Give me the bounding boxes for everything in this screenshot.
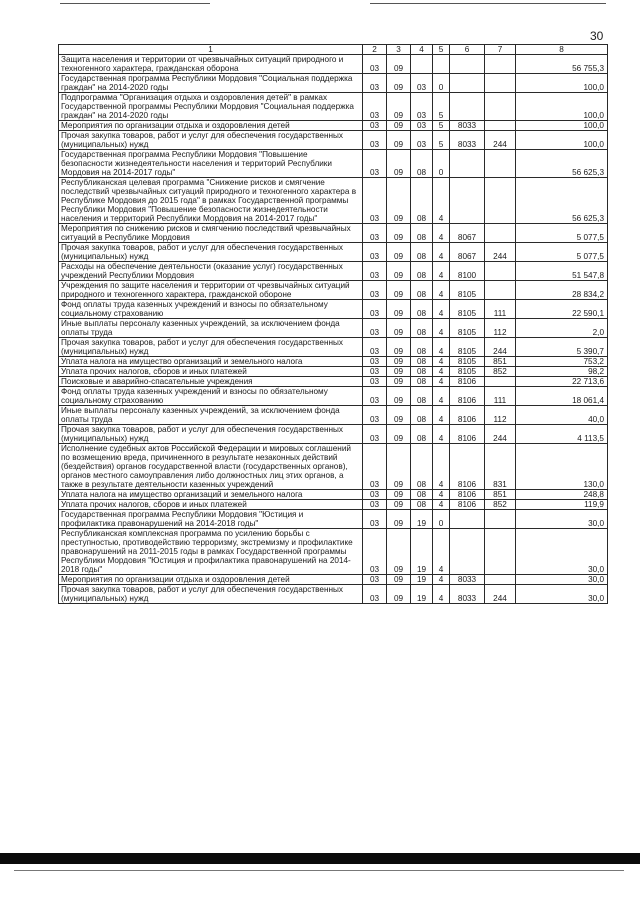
subsection-code: 09 [387, 224, 411, 243]
program-code: 03 [411, 74, 433, 93]
subprogram-code: 4 [433, 387, 450, 406]
expense-type-code [485, 150, 516, 178]
subsection-code: 09 [387, 93, 411, 121]
subsection-code: 09 [387, 490, 411, 500]
row-description: Государственная программа Республики Мордовия "Социальная поддержка граждан" на 2014-2020 годы [59, 74, 363, 93]
row-description: Прочая закупка товаров, работ и услуг для обеспечения государственных (муниципальных) нужд [59, 243, 363, 262]
page-number: 30 [590, 29, 604, 43]
program-code: 08 [411, 281, 433, 300]
expense-type-code: 112 [485, 406, 516, 425]
program-code: 19 [411, 575, 433, 585]
expense-type-code [485, 575, 516, 585]
program-code: 08 [411, 338, 433, 357]
subsection-code: 09 [387, 319, 411, 338]
amount-cell: 30,0 [516, 575, 608, 585]
amount-cell: 56 755,3 [516, 55, 608, 74]
target-article-code [450, 529, 485, 575]
row-description: Защита населения и территории от чрезвычайных ситуаций природного и техногенного характера, гражданская оборона [59, 55, 363, 74]
program-code: 08 [411, 387, 433, 406]
subsection-code: 09 [387, 150, 411, 178]
table-row [59, 319, 608, 338]
column-header: 5 [433, 45, 450, 55]
section-code: 03 [363, 357, 387, 367]
table-row [59, 510, 608, 529]
table-row [59, 150, 608, 178]
row-description: Мероприятия по организации отдыха и оздоровления детей [59, 121, 363, 131]
table-row [59, 121, 608, 131]
subprogram-code: 4 [433, 243, 450, 262]
subprogram-code: 4 [433, 585, 450, 604]
target-article-code: 8100 [450, 262, 485, 281]
amount-cell: 100,0 [516, 131, 608, 150]
subsection-code: 09 [387, 500, 411, 510]
table-row [59, 93, 608, 121]
subprogram-code: 4 [433, 529, 450, 575]
subsection-code: 09 [387, 406, 411, 425]
row-description: Уплата прочих налогов, сборов и иных платежей [59, 500, 363, 510]
amount-cell: 100,0 [516, 121, 608, 131]
program-code: 08 [411, 406, 433, 425]
subprogram-code: 4 [433, 319, 450, 338]
expense-type-code: 244 [485, 585, 516, 604]
program-code: 19 [411, 585, 433, 604]
section-code: 03 [363, 121, 387, 131]
target-article-code: 8105 [450, 300, 485, 319]
target-article-code [450, 150, 485, 178]
subprogram-code: 0 [433, 74, 450, 93]
subprogram-code: 0 [433, 510, 450, 529]
column-header: 4 [411, 45, 433, 55]
table-row [59, 585, 608, 604]
row-description: Республиканская комплексная программа по усилению борьбы с преступностью, противодействию терроризму, экстремизму и профилактике правонарушений на 2011-2015 годы в рамках Государственной программы Республики Мордовия "Юстиция и профилактика правонарушений на 2014-2018 годы" [59, 529, 363, 575]
subsection-code: 09 [387, 121, 411, 131]
amount-cell: 22 590,1 [516, 300, 608, 319]
target-article-code: 8106 [450, 406, 485, 425]
column-header: 7 [485, 45, 516, 55]
subprogram-code: 5 [433, 121, 450, 131]
expense-type-code [485, 93, 516, 121]
table-row [59, 444, 608, 490]
subsection-code: 09 [387, 575, 411, 585]
table-row [59, 377, 608, 387]
section-code: 03 [363, 338, 387, 357]
program-code [411, 55, 433, 74]
table-row [59, 74, 608, 93]
row-description: Учреждения по защите населения и территории от чрезвычайных ситуаций природного и техногенного характера, гражданской обороне [59, 281, 363, 300]
expense-type-code [485, 262, 516, 281]
row-description: Фонд оплаты труда казенных учреждений и взносы по обязательному социальному страхованию [59, 387, 363, 406]
amount-cell: 56 625,3 [516, 178, 608, 224]
program-code: 08 [411, 367, 433, 377]
program-code: 08 [411, 243, 433, 262]
subsection-code: 09 [387, 377, 411, 387]
subprogram-code: 4 [433, 490, 450, 500]
section-code: 03 [363, 55, 387, 74]
target-article-code: 8106 [450, 377, 485, 387]
amount-cell: 753,2 [516, 357, 608, 367]
row-description: Уплата налога на имущество организаций и земельного налога [59, 490, 363, 500]
expense-type-code: 244 [485, 338, 516, 357]
program-code: 08 [411, 300, 433, 319]
section-code: 03 [363, 178, 387, 224]
subsection-code: 09 [387, 444, 411, 490]
subsection-code: 09 [387, 425, 411, 444]
section-code: 03 [363, 406, 387, 425]
target-article-code [450, 510, 485, 529]
section-code: 03 [363, 367, 387, 377]
section-code: 03 [363, 529, 387, 575]
section-code: 03 [363, 444, 387, 490]
program-code: 08 [411, 500, 433, 510]
subsection-code: 09 [387, 529, 411, 575]
section-code: 03 [363, 300, 387, 319]
subprogram-code: 4 [433, 377, 450, 387]
amount-cell: 51 547,8 [516, 262, 608, 281]
section-code: 03 [363, 500, 387, 510]
expense-type-code [485, 74, 516, 93]
expense-type-code: 244 [485, 131, 516, 150]
expense-type-code [485, 224, 516, 243]
section-code: 03 [363, 377, 387, 387]
table-row [59, 529, 608, 575]
section-code: 03 [363, 224, 387, 243]
row-description: Государственная программа Республики Мордовия "Повышение безопасности жизнедеятельности населения и территорий Республики Мордовия на 2014-2017 годы" [59, 150, 363, 178]
target-article-code: 8105 [450, 319, 485, 338]
subsection-code: 09 [387, 74, 411, 93]
table-row [59, 281, 608, 300]
target-article-code: 8106 [450, 425, 485, 444]
target-article-code: 8033 [450, 575, 485, 585]
subsection-code: 09 [387, 300, 411, 319]
table-row [59, 406, 608, 425]
amount-cell: 28 834,2 [516, 281, 608, 300]
program-code: 08 [411, 357, 433, 367]
subprogram-code: 4 [433, 575, 450, 585]
amount-cell: 4 113,5 [516, 425, 608, 444]
expense-type-code: 111 [485, 300, 516, 319]
program-code: 19 [411, 529, 433, 575]
target-article-code: 8033 [450, 131, 485, 150]
row-description: Мероприятия по снижению рисков и смягчению последствий чрезвычайных ситуаций в Республике Мордовия [59, 224, 363, 243]
program-code: 03 [411, 93, 433, 121]
program-code: 08 [411, 425, 433, 444]
table-row [59, 224, 608, 243]
subprogram-code: 4 [433, 300, 450, 319]
expense-type-code [485, 377, 516, 387]
amount-cell: 30,0 [516, 585, 608, 604]
expense-type-code: 111 [485, 387, 516, 406]
target-article-code: 8067 [450, 224, 485, 243]
row-description: Подпрограмма "Организация отдыха и оздоровления детей" в рамках Государственной программы Республики Мордовия "Социальная поддержка граждан" на 2014-2020 годы [59, 93, 363, 121]
amount-cell: 18 061,4 [516, 387, 608, 406]
table-row [59, 131, 608, 150]
table-row [59, 357, 608, 367]
section-code: 03 [363, 425, 387, 444]
row-description: Прочая закупка товаров, работ и услуг для обеспечения государственных (муниципальных) нужд [59, 585, 363, 604]
program-code: 08 [411, 262, 433, 281]
expense-type-code: 852 [485, 500, 516, 510]
program-code: 03 [411, 121, 433, 131]
table-row [59, 243, 608, 262]
table-row [59, 575, 608, 585]
subsection-code: 09 [387, 131, 411, 150]
target-article-code [450, 74, 485, 93]
subprogram-code: 4 [433, 178, 450, 224]
amount-cell: 119,9 [516, 500, 608, 510]
expense-type-code [485, 178, 516, 224]
amount-cell: 248,8 [516, 490, 608, 500]
amount-cell: 5 077,5 [516, 224, 608, 243]
target-article-code: 8105 [450, 338, 485, 357]
subprogram-code: 4 [433, 367, 450, 377]
section-code: 03 [363, 585, 387, 604]
subprogram-code: 4 [433, 224, 450, 243]
program-code: 08 [411, 319, 433, 338]
subprogram-code: 4 [433, 444, 450, 490]
subsection-code: 09 [387, 510, 411, 529]
target-article-code: 8067 [450, 243, 485, 262]
row-description: Иные выплаты персоналу казенных учреждений, за исключением фонда оплаты труда [59, 406, 363, 425]
expense-type-code: 852 [485, 367, 516, 377]
expense-type-code [485, 281, 516, 300]
amount-cell: 2,0 [516, 319, 608, 338]
program-code: 08 [411, 178, 433, 224]
column-header: 8 [516, 45, 608, 55]
subsection-code: 09 [387, 367, 411, 377]
expense-type-code: 831 [485, 444, 516, 490]
section-code: 03 [363, 243, 387, 262]
row-description: Государственная программа Республики Мордовия "Юстиция и профилактика правонарушений на 2014-2018 годы" [59, 510, 363, 529]
table-row [59, 387, 608, 406]
program-code: 08 [411, 490, 433, 500]
subsection-code: 09 [387, 55, 411, 74]
row-description: Прочая закупка товаров, работ и услуг для обеспечения государственных (муниципальных) нужд [59, 338, 363, 357]
amount-cell: 30,0 [516, 510, 608, 529]
expense-type-code [485, 529, 516, 575]
expense-type-code [485, 121, 516, 131]
row-description: Поисковые и аварийно-спасательные учреждения [59, 377, 363, 387]
subprogram-code: 4 [433, 281, 450, 300]
row-description: Уплата налога на имущество организаций и земельного налога [59, 357, 363, 367]
table-row [59, 262, 608, 281]
subsection-code: 09 [387, 243, 411, 262]
row-description: Уплата прочих налогов, сборов и иных платежей [59, 367, 363, 377]
section-code: 03 [363, 387, 387, 406]
table-row [59, 425, 608, 444]
expense-type-code: 851 [485, 357, 516, 367]
amount-cell: 100,0 [516, 93, 608, 121]
program-code: 08 [411, 377, 433, 387]
section-code: 03 [363, 150, 387, 178]
target-article-code [450, 93, 485, 121]
row-description: Прочая закупка товаров, работ и услуг для обеспечения государственных (муниципальных) нужд [59, 425, 363, 444]
section-code: 03 [363, 319, 387, 338]
section-code: 03 [363, 131, 387, 150]
expense-type-code: 244 [485, 243, 516, 262]
amount-cell: 22 713,6 [516, 377, 608, 387]
target-article-code: 8033 [450, 121, 485, 131]
expense-type-code [485, 510, 516, 529]
table-row [59, 338, 608, 357]
target-article-code: 8033 [450, 585, 485, 604]
row-description: Исполнение судебных актов Российской Федерации и мировых соглашений по возмещению вреда, причиненного в результате незаконных действий (бездействия) органов государственной власти (государственных органов), органов местного самоуправления либо должностных лиц этих органов, а также в результате деятельности казенных учреждений [59, 444, 363, 490]
table-header-row [59, 45, 608, 55]
section-code: 03 [363, 262, 387, 281]
header-rule-right [370, 3, 606, 4]
program-code: 08 [411, 150, 433, 178]
amount-cell: 5 390,7 [516, 338, 608, 357]
subsection-code: 09 [387, 281, 411, 300]
subprogram-code: 4 [433, 500, 450, 510]
subsection-code: 09 [387, 585, 411, 604]
subsection-code: 09 [387, 387, 411, 406]
row-description: Фонд оплаты труда казенных учреждений и взносы по обязательному социальному страхованию [59, 300, 363, 319]
section-code: 03 [363, 93, 387, 121]
column-header: 3 [387, 45, 411, 55]
amount-cell: 98,2 [516, 367, 608, 377]
subprogram-code: 4 [433, 425, 450, 444]
subprogram-code: 4 [433, 357, 450, 367]
table-row [59, 178, 608, 224]
program-code: 19 [411, 510, 433, 529]
program-code: 08 [411, 224, 433, 243]
row-description: Расходы на обеспечение деятельности (оказание услуг) государственных учреждений Республики Мордовия [59, 262, 363, 281]
amount-cell: 100,0 [516, 74, 608, 93]
subprogram-code [433, 55, 450, 74]
target-article-code: 8106 [450, 444, 485, 490]
column-header: 2 [363, 45, 387, 55]
section-code: 03 [363, 74, 387, 93]
section-code: 03 [363, 510, 387, 529]
row-description: Прочая закупка товаров, работ и услуг для обеспечения государственных (муниципальных) нужд [59, 131, 363, 150]
column-header: 1 [59, 45, 363, 55]
target-article-code: 8105 [450, 357, 485, 367]
target-article-code: 8105 [450, 367, 485, 377]
target-article-code [450, 178, 485, 224]
amount-cell: 130,0 [516, 444, 608, 490]
section-code: 03 [363, 575, 387, 585]
target-article-code: 8106 [450, 500, 485, 510]
subsection-code: 09 [387, 178, 411, 224]
subsection-code: 09 [387, 357, 411, 367]
subprogram-code: 4 [433, 262, 450, 281]
scan-edge-line [14, 870, 624, 871]
table-row [59, 55, 608, 74]
section-code: 03 [363, 490, 387, 500]
table-body [59, 55, 608, 604]
subsection-code: 09 [387, 338, 411, 357]
header-rule-left [60, 3, 210, 4]
amount-cell: 5 077,5 [516, 243, 608, 262]
target-article-code: 8106 [450, 490, 485, 500]
program-code: 08 [411, 444, 433, 490]
expense-type-code: 244 [485, 425, 516, 444]
table-row [59, 367, 608, 377]
subsection-code: 09 [387, 262, 411, 281]
table-row [59, 300, 608, 319]
subprogram-code: 5 [433, 93, 450, 121]
row-description: Иные выплаты персоналу казенных учреждений, за исключением фонда оплаты труда [59, 319, 363, 338]
table-row [59, 490, 608, 500]
expense-type-code: 112 [485, 319, 516, 338]
column-header: 6 [450, 45, 485, 55]
section-code: 03 [363, 281, 387, 300]
row-description: Мероприятия по организации отдыха и оздоровления детей [59, 575, 363, 585]
expense-type-code: 851 [485, 490, 516, 500]
subprogram-code: 4 [433, 406, 450, 425]
amount-cell: 56 625,3 [516, 150, 608, 178]
row-description: Республиканская целевая программа "Снижение рисков и смягчение последствий чрезвычайных ситуаций природного и техногенного характера в Республике Мордовия до 2015 года" в рамках Государственной программы Республики Мордовия "Повышение безопасности жизнедеятельности населения и территорий Республики Мордовия на 2014-2017 годы" [59, 178, 363, 224]
subprogram-code: 0 [433, 150, 450, 178]
budget-table [58, 44, 608, 604]
target-article-code: 8105 [450, 281, 485, 300]
expense-type-code [485, 55, 516, 74]
program-code: 03 [411, 131, 433, 150]
target-article-code: 8106 [450, 387, 485, 406]
amount-cell: 30,0 [516, 529, 608, 575]
subprogram-code: 4 [433, 338, 450, 357]
table-row [59, 500, 608, 510]
subprogram-code: 5 [433, 131, 450, 150]
scan-edge-bar [0, 853, 640, 864]
target-article-code [450, 55, 485, 74]
amount-cell: 40,0 [516, 406, 608, 425]
